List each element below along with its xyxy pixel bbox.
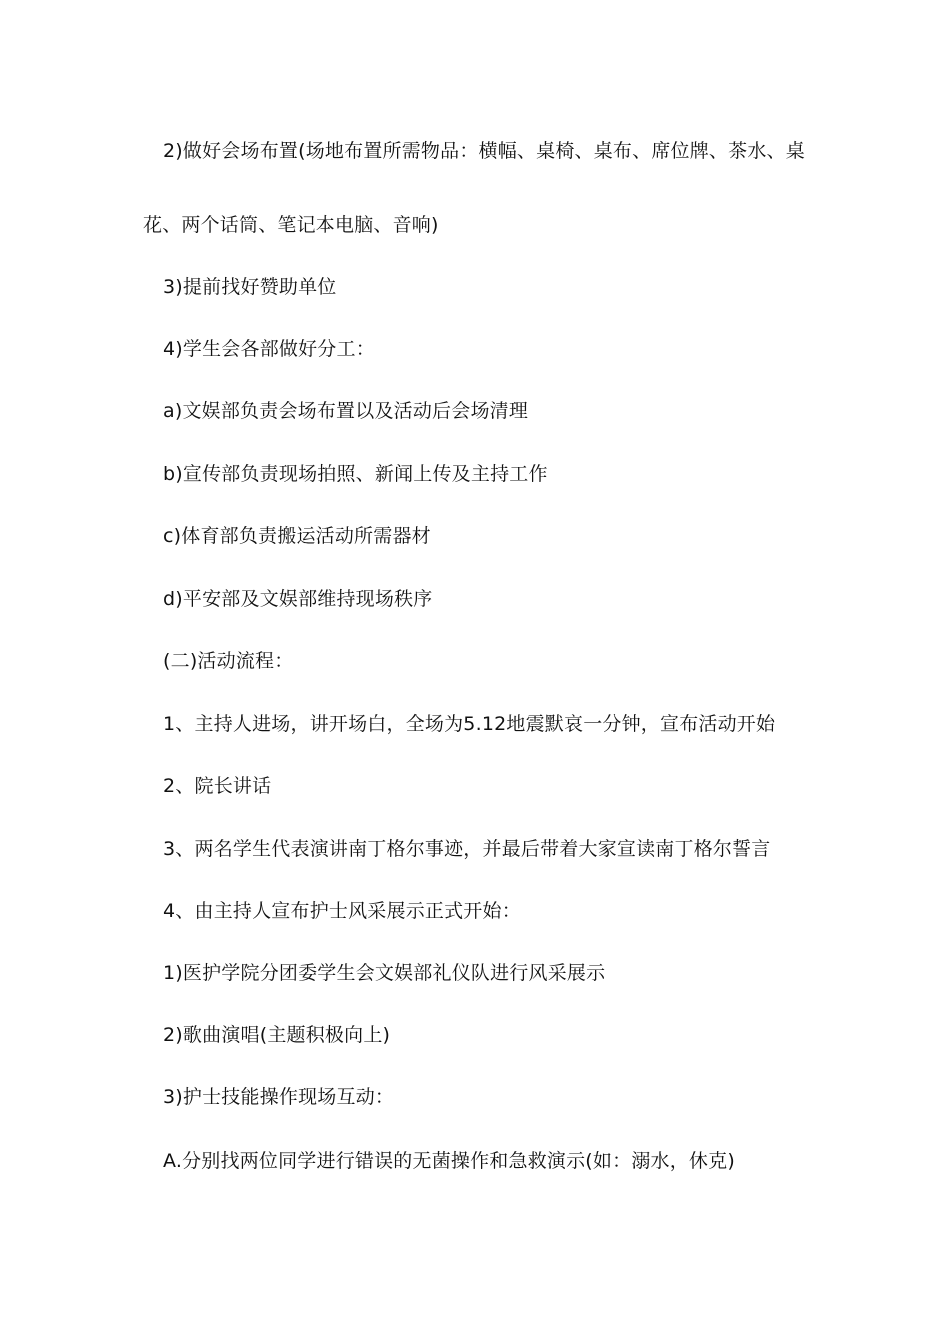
text-line-substep-3: 3)护士技能操作现场互动： [163,1086,395,1108]
text-line-item-a: a)文娱部负责会场布置以及活动后会场清理 [163,400,529,422]
text-line-substep-a: A.分别找两位同学进行错误的无菌操作和急救演示(如：溺水，休克) [163,1150,735,1172]
text-line-step-2: 2、院长讲话 [163,775,272,797]
text-line-division-of-work: 4)学生会各部做好分工： [163,338,375,360]
text-line-item-b: b)宣传部负责现场拍照、新闻上传及主持工作 [163,463,548,485]
text-line-substep-2: 2)歌曲演唱(主题积极向上) [163,1024,391,1046]
text-line-venue-setup-continued: 花、两个话筒、笔记本电脑、音响) [143,214,439,236]
text-line-step-3: 3、两名学生代表演讲南丁格尔事迹，并最后带着大家宣读南丁格尔誓言 [163,838,771,860]
text-line-substep-1: 1)医护学院分团委学生会文娱部礼仪队进行风采展示 [163,962,606,984]
text-line-item-c: c)体育部负责搬运活动所需器材 [163,525,431,547]
text-line-item-d: d)平安部及文娱部维持现场秩序 [163,588,433,610]
text-line-venue-setup: 2)做好会场布置(场地布置所需物品：横幅、桌椅、桌布、席位牌、茶水、桌 [163,140,805,162]
text-line-step-4: 4、由主持人宣布护士风采展示正式开始： [163,900,521,922]
section-heading-activity-flow: (二)活动流程： [163,650,294,672]
text-line-step-1: 1、主持人进场，讲开场白，全场为5.12地震默哀一分钟，宣布活动开始 [163,713,776,735]
text-line-sponsors: 3)提前找好赞助单位 [163,276,337,298]
